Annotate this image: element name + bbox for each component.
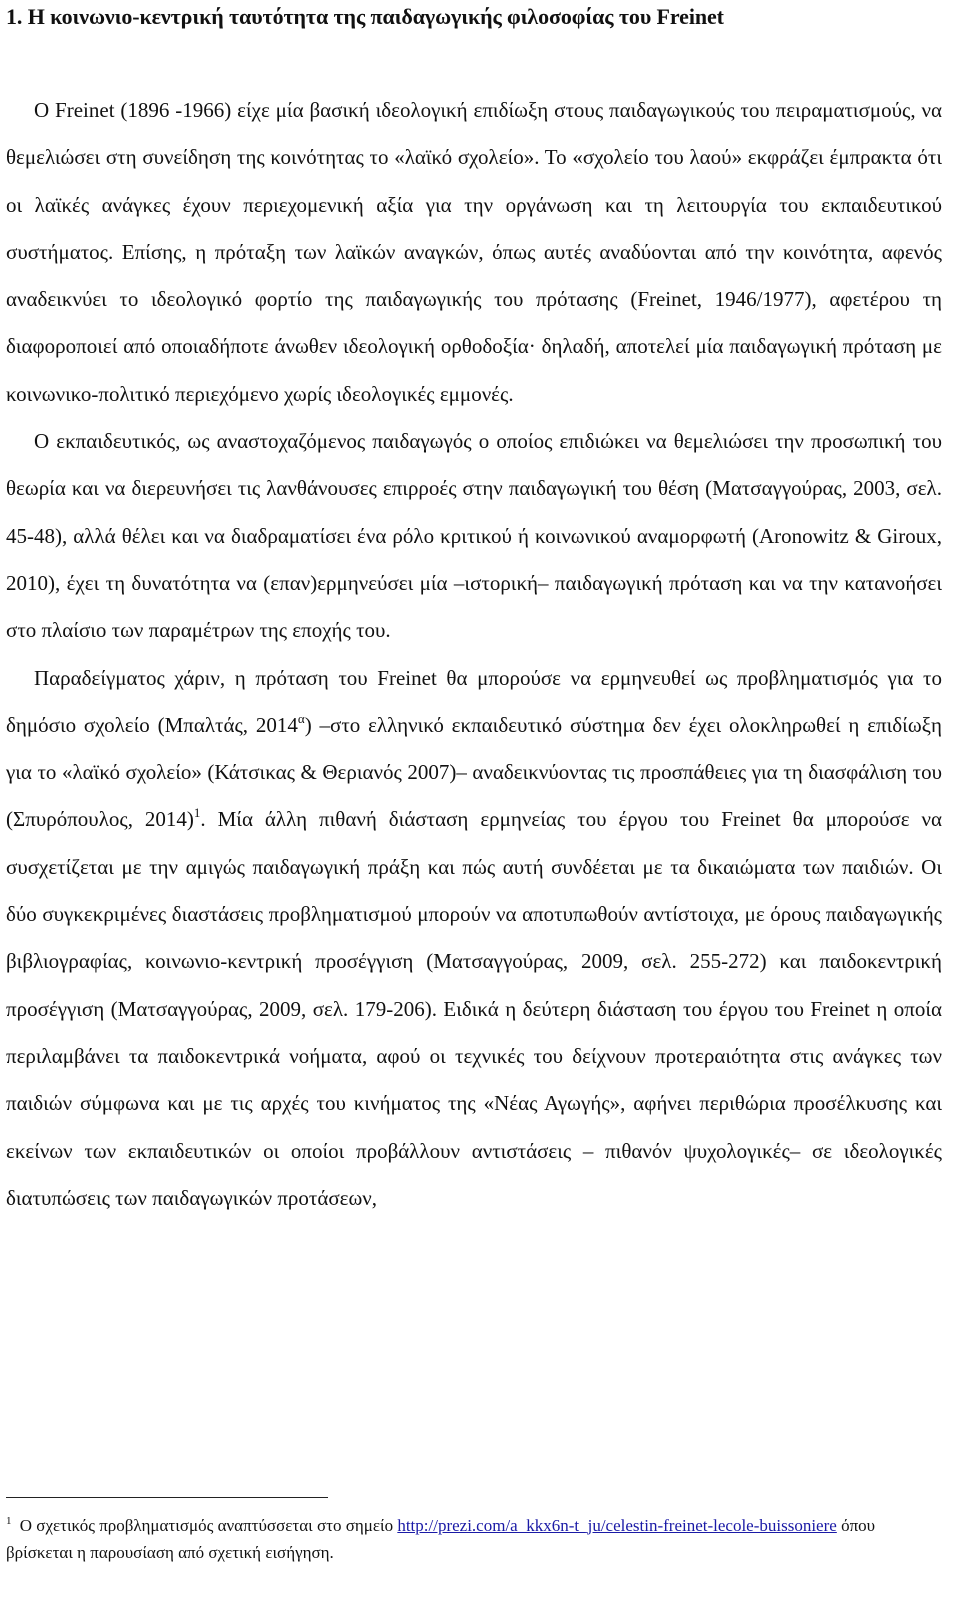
paragraph-3-text-end: . Μία άλλη πιθανή διάσταση ερμηνείας του έργου του Freinet θα μπορούσε να συσχετίζεται με την αμιγώς παιδαγωγική πράξη και πώς αυτή συνδέεται με τα δικαιώματα των παιδιών. Οι δύο συγκεκριμένες διαστάσεις προβληματισμού μπορούν να αποτυπωθούν αντίστοιχα, με όρους παιδαγωγικής βιβλιογραφίας, κοινωνιο-κεντρική προσέγγιση (Ματσαγγούρας, 2009, σελ. 255-272) και παιδοκεντρική προσέγγιση (Ματσαγγούρας, 2009, σελ. 179-206). Ειδικά η δεύτερη διάσταση του έργου του Freinet η οποία περιλαμβάνει τα παιδοκεντρικά νοήματα, αφού οι τεχνικές του δείχνουν προτεραιότητα στις ανάγκες των παιδιών σύμφωνα και με τις αρχές του κινήματος της «Νέας Αγωγής», αφήνει περιθώρια προσέλκυσης και εκείνων των εκπαιδευτικών οι οποίοι προβάλλουν αντιστάσεις – πιθανόν ψυχολογικές– σε ιδεολογικές διατυπώσεις των παιδαγωγικών προτάσεων, (6, 807, 943, 1210)
footnote-separator (6, 1497, 328, 1498)
body-text (6, 87, 942, 1222)
paragraph-3 (6, 655, 942, 1223)
footnote-text-start: Ο σχετικός προβληματισμός αναπτύσσεται στο σημείο (15, 1516, 398, 1535)
section-heading: 1. Η κοινωνιο-κεντρική ταυτότητα της παιδαγωγικής φιλοσοφίας του Freinet (6, 4, 724, 29)
document-page (6, 0, 942, 1222)
footnote-text-end: όπου βρίσκεται η παρουσίαση από σχετική εισήγηση. (6, 1516, 876, 1562)
paragraph-3-text-start: Παραδείγματος χάριν, η πρόταση του Freinet θα μπορούσε να ερμηνευθεί ως προβληματισμός για το δημόσιο σχολείο (Μπαλτάς, 2014 (6, 665, 942, 737)
paragraph-3-text-middle: ) –στο ελληνικό εκπαιδευτικό σύστημα δεν έχει ολοκληρωθεί η επιδίωξη για το «λαϊκό σχολείο» (Κάτσικας & Θεριανός 2007)– αναδεικνύοντας τις προσπάθειες για τη διασφάλιση του (Σπυρόπουλος, 2014) (6, 712, 942, 832)
footnote-1 (6, 1512, 942, 1566)
paragraph-1: Ο Freinet (1896 -1966) είχε μία βασική ιδεολογική επιδίωξη στους παιδαγωγικούς του πειραματισμούς, να θεμελιώσει στη συνείδηση της κοινότητας το «λαϊκό σχολείο». Το «σχολείο του λαού» εκφράζει έμπρακτα ότι οι λαϊκές ανάγκες έχουν περιεχομενική αξία για την οργάνωση και τη λειτουργία του εκπαιδευτικού συστήματος. Επίσης, η πρόταξη των λαϊκών αναγκών, όπως αυτές αναδύονται από την κοινότητα, αφενός αναδεικνύει το ιδεολογικό φορτίο της παιδαγωγικής του πρότασης (Freinet, 1946/1977), αφετέρου τη διαφοροποιεί από οποιαδήποτε άνωθεν ιδεολογική ορθοδοξία· δηλαδή, αποτελεί μία παιδαγωγική πρόταση με κοινωνικο-πολιτικό περιεχόμενο χωρίς ιδεολογικές εμμονές. (6, 98, 942, 406)
footnote-reference-1[interactable]: 1 (193, 805, 201, 821)
footnote-mark: 1 (6, 1515, 12, 1527)
footnote-link[interactable]: http://prezi.com/a_kkx6n-t_ju/celestin-freinet-lecole-buissoniere (397, 1516, 837, 1535)
superscript-alpha: α (297, 710, 305, 726)
paragraph-2: Ο εκπαιδευτικός, ως αναστοχαζόμενος παιδαγωγός ο οποίος επιδιώκει να θεμελιώσει την προσωπική του θεωρία και να διερευνήσει τις λανθάνουσες επιρροές στην παιδαγωγική του θέση (Ματσαγγούρας, 2003, σελ. 45-48), αλλά θέλει και να διαδραματίσει ένα ρόλο κριτικού ή κοινωνικού αναμορφωτή (Aronowitz & Giroux, 2010), έχει τη δυνατότητα να (επαν)ερμηνεύσει μία –ιστορική– παιδαγωγική πρόταση και να την κατανοήσει στο πλαίσιο των παραμέτρων της εποχής του. (6, 429, 942, 643)
